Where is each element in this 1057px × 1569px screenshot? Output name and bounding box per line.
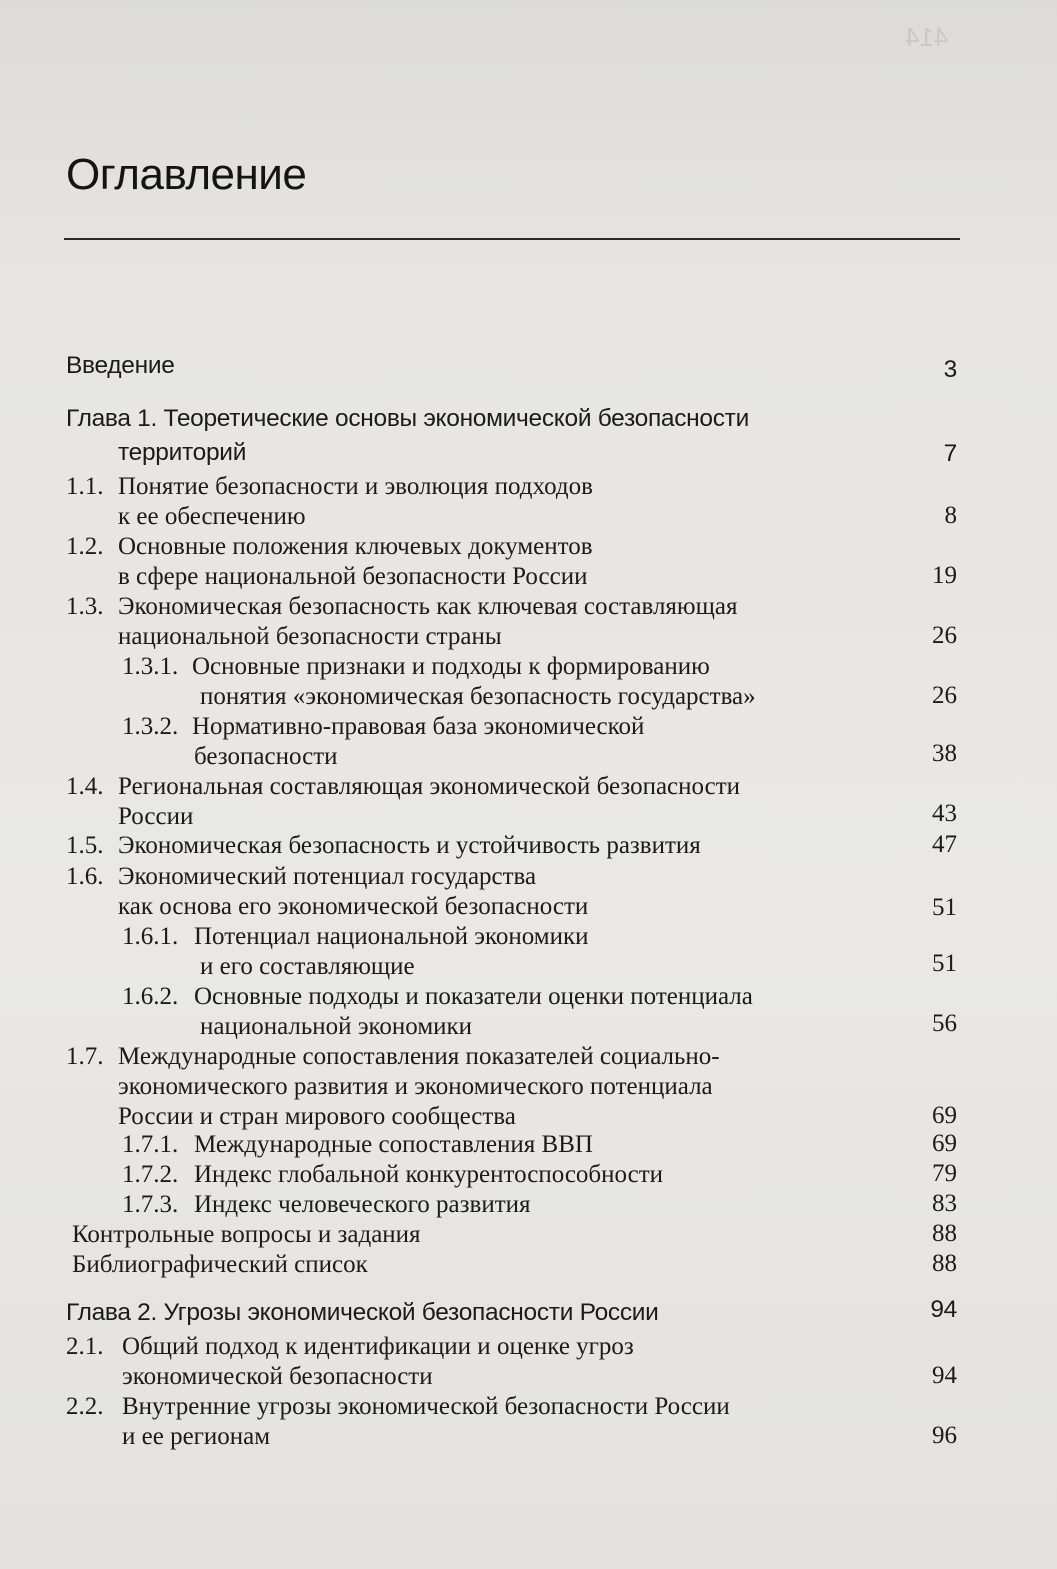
toc-page-number: 38 [932,740,957,767]
toc-entry-number: 1.6.1. [122,923,179,950]
toc-entry-title-line: Библиографический список [72,1251,368,1278]
toc-entry-title-line: экономического развития и экономического потенциала [118,1073,713,1100]
toc-entry-title-line: как основа его экономической безопасности [118,893,589,920]
toc-entry-1-6[interactable] [0,862,1057,924]
toc-entry-number: 1.7.3. [122,1191,179,1218]
toc-page-number: 19 [932,562,957,589]
toc-page-number: 26 [932,622,957,649]
toc-entry-1-7-2[interactable] [0,1160,1057,1192]
toc-entry-number: 1.6. [66,863,104,890]
toc-page-number: 3 [943,356,957,383]
toc-page-number: 51 [932,950,957,977]
toc-entry-number: 1.1. [66,473,104,500]
toc-entry-title-line: национальной экономики [200,1013,473,1040]
toc-entry-number: 1.3.2. [122,713,179,740]
toc-entry-1-7-3[interactable] [0,1190,1057,1222]
toc-entry-title-line: Понятие безопасности и эволюция подходов [118,473,593,500]
toc-entry-title-line: территорий [118,439,247,466]
toc-page-number: 69 [932,1102,957,1129]
toc-entry-title-line: Внутренние угрозы экономической безопасности России [122,1393,730,1420]
toc-entry-title-line: национальной безопасности страны [118,623,502,650]
toc-entry-title-line: Потенциал национальной экономики [194,923,589,950]
toc-entry-bibliography[interactable] [0,1250,1057,1282]
toc-entry-title-line: Экономическая безопасность и устойчивость развития [118,832,701,859]
toc-entry-title-line: Международные сопоставления показателей социально- [118,1043,720,1070]
toc-page-number: 94 [930,1296,957,1323]
toc-page-number: 83 [932,1190,957,1217]
toc-entry-title-line: Экономическая безопасность как ключевая составляющая [118,593,738,620]
toc-entry-title: Введение [66,352,175,379]
toc-entry-title-line: и ее регионам [122,1423,271,1450]
page-title: Оглавление [66,150,307,199]
toc-entry-1-6-1[interactable] [0,922,1057,984]
toc-entry-title-line: Индекс глобальной конкурентоспособности [194,1161,664,1188]
toc-entry-title-line: Нормативно-правовая база экономической [192,713,645,740]
toc-entry-1-2[interactable] [0,532,1057,594]
toc-page-number: 8 [944,502,957,529]
toc-entry-title-line: России [118,803,194,830]
toc-entry-number: 1.7.1. [122,1131,179,1158]
toc-entry-title-line: Контрольные вопросы и задания [72,1221,421,1248]
toc-entry-chapter-2[interactable] [0,1296,1057,1332]
toc-entry-1-3[interactable] [0,592,1057,654]
toc-entry-number: 1.4. [66,773,104,800]
toc-entry-number: 1.5. [66,832,104,859]
toc-page-number: 96 [932,1422,957,1449]
toc-entry-1-3-2[interactable] [0,712,1057,774]
toc-page-number: 94 [932,1362,957,1389]
toc-entry-title-line: Международные сопоставления ВВП [194,1131,593,1158]
toc-entry-title-line: Региональная составляющая экономической безопасности [118,773,741,800]
toc-entry-number: 2.1. [66,1333,104,1360]
toc-entry-number: 1.7. [66,1043,104,1070]
toc-page-number: 26 [932,682,957,709]
toc-entry-2-1[interactable] [0,1332,1057,1394]
toc-entry-number: 1.6.2. [122,983,179,1010]
title-divider [64,238,960,240]
toc-entry-title-line: понятия «экономическая безопасность государства» [200,683,756,710]
toc-page-number: 56 [932,1010,957,1037]
toc-entry-1-4[interactable] [0,772,1057,834]
toc-entry-number: 1.3. [66,593,104,620]
bleed-through-page-number: 414 [905,22,949,52]
toc-entry-number: 1.2. [66,533,104,560]
toc-entry-number: 2.2. [66,1393,104,1420]
toc-page-number: 43 [932,800,957,827]
toc-page-number: 51 [932,894,957,921]
toc-entry-number: 1.3.1. [122,653,179,680]
toc-page-number: 7 [943,440,957,467]
toc-entry-title-line: Экономический потенциал государства [118,863,537,890]
toc-page-number: 88 [932,1220,957,1247]
toc-entry-1-3-1[interactable] [0,652,1057,714]
toc-page-number: 88 [932,1250,957,1277]
toc-entry-1-7[interactable] [0,1042,1057,1134]
toc-entry-number: 1.7.2. [122,1161,179,1188]
toc-entry-1-7-1[interactable] [0,1130,1057,1162]
toc-entry-1-6-2[interactable] [0,982,1057,1044]
toc-entry-1-1[interactable] [0,472,1057,534]
toc-entry-title-line: Основные положения ключевых документов [118,533,593,560]
toc-entry-intro[interactable] [0,352,1057,386]
toc-entry-title-line: Основные признаки и подходы к формированию [192,653,710,680]
toc-entry-title-line: Глава 2. Угрозы экономической безопасности России [66,1299,659,1326]
toc-page-number: 47 [932,831,957,858]
toc-entry-2-2[interactable] [0,1392,1057,1454]
toc-entry-chapter-1[interactable] [0,402,1057,472]
toc-entry-title-line: Основные подходы и показатели оценки потенциала [194,983,753,1010]
toc-entry-1-5[interactable] [0,831,1057,863]
toc-page-number: 69 [932,1130,957,1157]
toc-entry-title-line: России и стран мирового сообщества [118,1103,516,1130]
toc-entry-title-line: и его составляющие [200,953,415,980]
toc-entry-questions[interactable] [0,1220,1057,1252]
toc-entry-title-line: Общий подход к идентификации и оценке угроз [122,1333,634,1360]
toc-entry-title-line: в сфере национальной безопасности России [118,563,588,590]
toc-entry-title-line: Глава 1. Теоретические основы экономической безопасности [66,405,749,432]
toc-entry-title-line: к ее обеспечению [118,503,306,530]
toc-entry-title-line: Индекс человеческого развития [194,1191,531,1218]
toc-entry-title-line: экономической безопасности [122,1363,433,1390]
toc-page-number: 79 [932,1160,957,1187]
toc-entry-title-line: безопасности [194,743,338,770]
